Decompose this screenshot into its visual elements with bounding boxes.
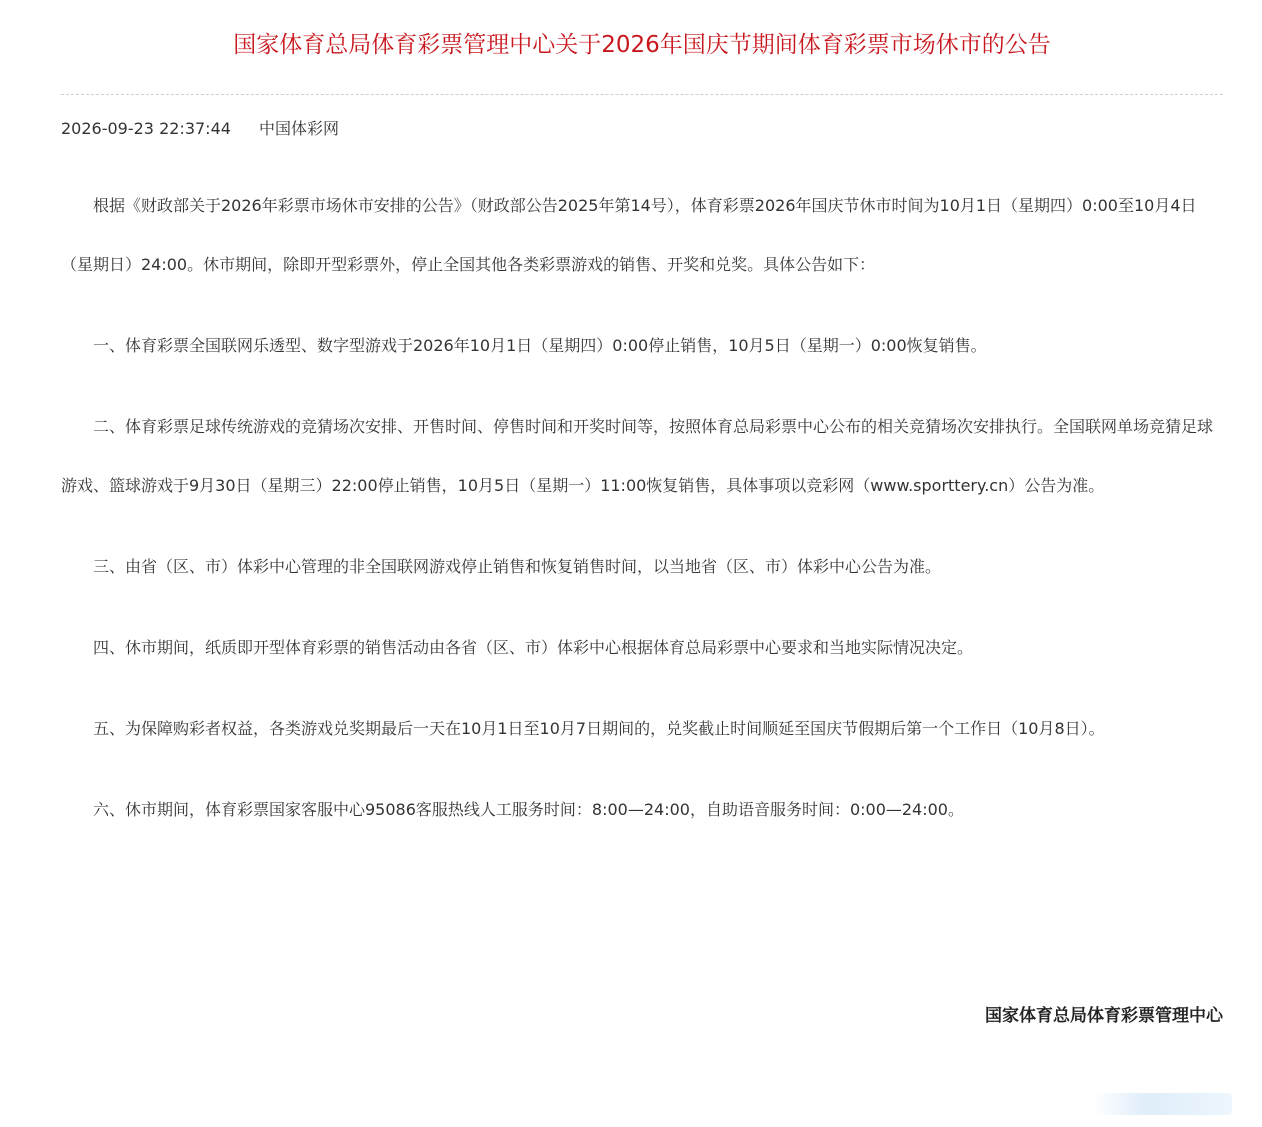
title-divider — [61, 94, 1223, 95]
issuer-signature: 国家体育总局体育彩票管理中心 — [985, 1006, 1223, 1026]
article-meta — [61, 117, 339, 141]
paragraph-item-2: 二、体育彩票足球传统游戏的竞猜场次安排、开售时间、停售时间和开奖时间等，按照体育总局彩票中心公布的相关竞猜场次安排执行。全国联网单场竞猜足球游戏、篮球游戏于9月30日（星期三）22:00停止销售，10月5日（星期一）11:00恢复销售，具体事项以竞彩网（www.sporttery.cn）公告为准。 — [61, 417, 1214, 495]
publish-date: 2026-09-23 22:37:44 — [61, 119, 231, 138]
paragraph-item-5: 五、为保障购彩者权益，各类游戏兑奖期最后一天在10月1日至10月7日期间的，兑奖截止时间顺延至国庆节假期后第一个工作日（10月8日）。 — [93, 719, 1105, 738]
paragraph-item-4: 四、休市期间，纸质即开型体育彩票的销售活动由各省（区、市）体彩中心根据体育总局彩票中心要求和当地实际情况决定。 — [93, 638, 974, 657]
article — [61, 0, 1223, 1026]
article-source: 中国体彩网 — [258, 119, 339, 138]
article-title: 国家体育总局体育彩票管理中心关于2026年国庆节期间体育彩票市场休市的公告 — [233, 32, 1051, 58]
corner-watermark — [1092, 1093, 1232, 1115]
article-body — [61, 176, 1223, 839]
paragraph-item-3: 三、由省（区、市）体彩中心管理的非全国联网游戏停止销售和恢复销售时间，以当地省（区、市）体彩中心公告为准。 — [93, 557, 942, 576]
paragraph-item-1: 一、体育彩票全国联网乐透型、数字型游戏于2026年10月1日（星期四）0:00停止销售，10月5日（星期一）0:00恢复销售。 — [93, 336, 987, 355]
paragraph-intro: 根据《财政部关于2026年彩票市场休市安排的公告》（财政部公告2025年第14号），体育彩票2026年国庆节休市时间为10月1日（星期四）0:00至10月4日（星期日）24:00。休市期间，除即开型彩票外，停止全国其他各类彩票游戏的销售、开奖和兑奖。具体公告如下： — [61, 196, 1197, 274]
paragraph-item-6: 六、休市期间，体育彩票国家客服中心95086客服热线人工服务时间：8:00—24:00，自助语音服务时间：0:00—24:00。 — [93, 800, 964, 819]
